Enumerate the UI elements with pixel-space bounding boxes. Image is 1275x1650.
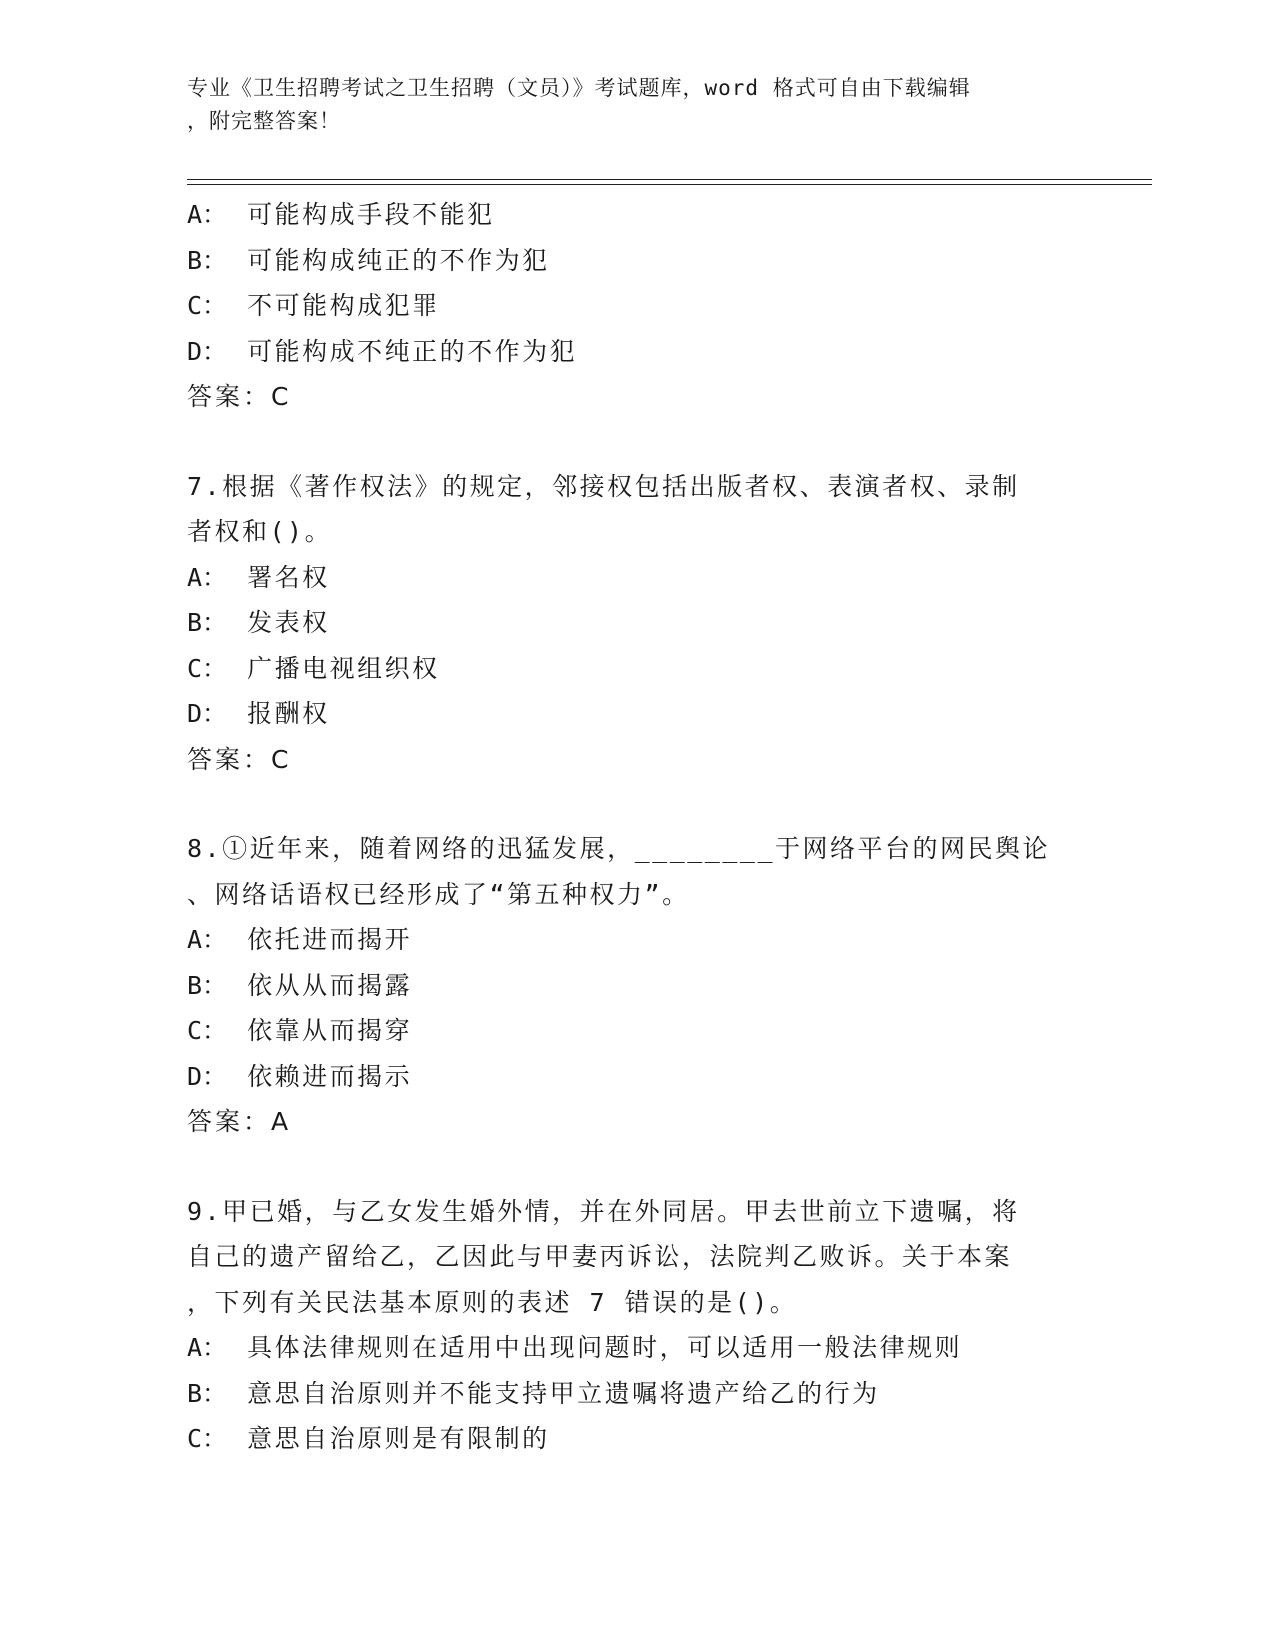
answer xyxy=(187,737,1087,783)
option-b xyxy=(187,1371,1087,1417)
answer-label: 答案： xyxy=(187,1107,272,1136)
option-b xyxy=(187,238,1087,284)
option-text: 意思自治原则并不能支持甲立遗嘱将遗产给乙的行为 xyxy=(247,1378,880,1408)
option-key: C： xyxy=(187,653,228,683)
option-a xyxy=(187,917,1087,963)
answer-value: A xyxy=(271,1107,290,1136)
option-text: 依赖进而揭示 xyxy=(247,1061,413,1091)
question-text xyxy=(187,826,1087,917)
option-key: A： xyxy=(187,1333,228,1362)
option-key: C： xyxy=(187,291,228,320)
option-d xyxy=(187,691,1087,737)
question-line: 自己的遗产留给乙，乙因此与甲妻丙诉讼，法院判乙败诉。关于本案 xyxy=(187,1242,1013,1271)
option-c xyxy=(187,1008,1087,1054)
option-a xyxy=(187,555,1087,601)
option-text: 依靠从而揭穿 xyxy=(247,1016,413,1045)
question-9 xyxy=(187,1189,1087,1462)
question-line: 者权和()。 xyxy=(187,517,333,546)
option-key: D： xyxy=(187,699,228,728)
question-list xyxy=(187,192,1087,1462)
option-a xyxy=(187,1325,1087,1371)
option-b xyxy=(187,963,1087,1009)
answer xyxy=(187,1099,1087,1145)
option-text: 依托进而揭开 xyxy=(247,925,413,954)
option-text: 可能构成不纯正的不作为犯 xyxy=(247,336,578,366)
question-line: 8.①近年来，随着网络的迅猛发展，________于网络平台的网民舆论 xyxy=(187,834,1051,863)
header-divider-bottom xyxy=(187,184,1152,185)
question-7 xyxy=(187,464,1087,783)
answer-value: C xyxy=(271,382,290,411)
option-text: 报酬权 xyxy=(247,699,330,728)
question-line: 、网络话语权已经形成了“第五种权力”。 xyxy=(187,879,690,909)
answer-label: 答案： xyxy=(187,744,272,774)
option-a xyxy=(187,192,1087,238)
option-key: D： xyxy=(187,1061,228,1091)
option-key: B： xyxy=(187,1378,228,1408)
option-key: B： xyxy=(187,245,228,275)
option-text: 意思自治原则是有限制的 xyxy=(247,1424,550,1453)
question-line: 9.甲已婚，与乙女发生婚外情，并在外同居。甲去世前立下遗嘱，将 xyxy=(187,1196,1020,1226)
answer-label: 答案： xyxy=(187,382,272,411)
option-key: D： xyxy=(187,336,228,366)
option-text: 可能构成手段不能犯 xyxy=(247,200,495,229)
option-d xyxy=(187,329,1087,375)
option-key: B： xyxy=(187,970,228,1000)
question-6 xyxy=(187,192,1087,420)
option-text: 可能构成纯正的不作为犯 xyxy=(247,245,550,275)
question-line: 7.根据《著作权法》的规定，邻接权包括出版者权、表演者权、录制 xyxy=(187,471,1020,501)
option-text: 依从从而揭露 xyxy=(247,970,413,1000)
option-key: A： xyxy=(187,925,228,954)
option-d xyxy=(187,1054,1087,1100)
question-text xyxy=(187,464,1087,555)
header-line-1: 专业《卫生招聘考试之卫生招聘（文员）》考试题库，word 格式可自由下载编辑 xyxy=(187,76,971,100)
option-text: 具体法律规则在适用中出现问题时，可以适用一般法律规则 xyxy=(247,1333,963,1362)
option-key: C： xyxy=(187,1424,228,1453)
option-key: A： xyxy=(187,562,228,592)
option-text: 发表权 xyxy=(247,608,330,637)
option-c xyxy=(187,646,1087,692)
option-key: C： xyxy=(187,1016,228,1045)
option-b xyxy=(187,600,1087,646)
answer-value: C xyxy=(271,744,290,774)
question-line: ，下列有关民法基本原则的表述 7 错误的是()。 xyxy=(187,1287,798,1317)
header-divider-top xyxy=(187,179,1152,180)
header-line-2: ，附完整答案！ xyxy=(187,109,341,133)
option-key: A： xyxy=(187,200,228,229)
option-text: 署名权 xyxy=(247,562,330,592)
answer xyxy=(187,374,1087,420)
question-8 xyxy=(187,826,1087,1145)
option-text: 广播电视组织权 xyxy=(247,653,440,683)
option-c xyxy=(187,283,1087,329)
question-text xyxy=(187,1189,1087,1326)
option-text: 不可能构成犯罪 xyxy=(247,291,440,320)
document-header xyxy=(187,72,1067,138)
option-c xyxy=(187,1416,1087,1462)
option-key: B： xyxy=(187,608,228,637)
